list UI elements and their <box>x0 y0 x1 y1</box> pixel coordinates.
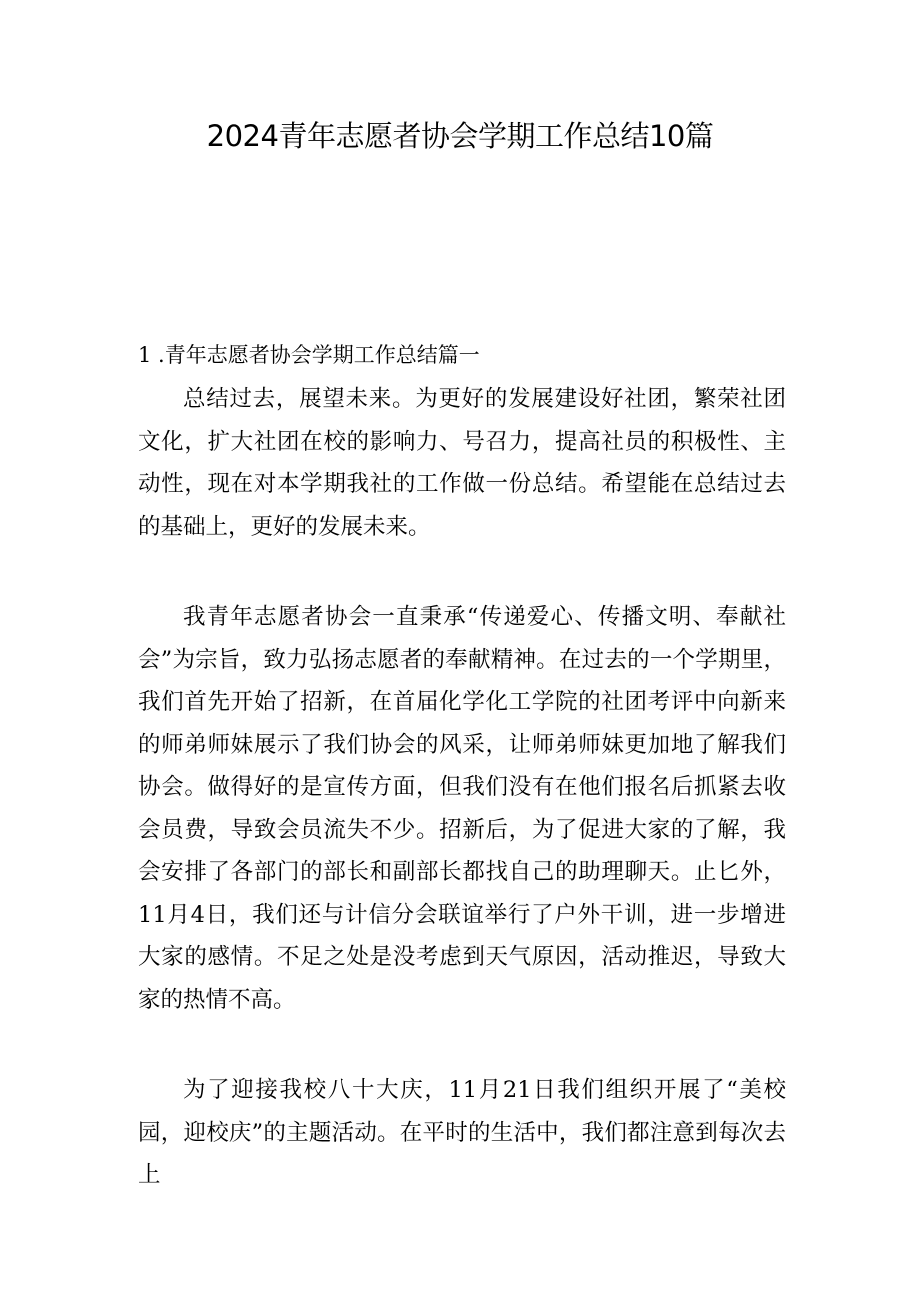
document-body <box>138 338 786 1197</box>
document-title: 2024青年志愿者协会学期工作总结10篇 <box>206 119 714 153</box>
paragraph-spacer <box>138 1021 786 1069</box>
paragraph-2: 我青年志愿者协会一直秉承“传递爱心、传播文明、奉献社会”为宗旨，致力弘扬志愿者的奉献精神。在过去的一个学期里，我们首先开始了招新，在首届化学化工学院的社团考评中向新来的师弟师妹展示了我们协会的风采，让师弟师妹更加地了解我们协会。做得好的是宣传方面，但我们没有在他们报名后抓紧去收会员费，导致会员流失不少。招新后，为了促进大家的了解，我会安排了各部门的部长和副部长都找自己的助理聊天。止匕外，11月4日，我们还与计信分会联谊举行了户外干训，进一步增进大家的感情。不足之处是没考虑到天气原因，活动推迟，导致大家的热情不高。 <box>138 604 786 1013</box>
paragraph-spacer <box>138 548 786 596</box>
section-heading: 1 .青年志愿者协会学期工作总结篇一 <box>138 343 480 367</box>
paragraph-1: 总结过去，展望未来。为更好的发展建设好社团，繁荣社团文化，扩大社团在校的影响力、号召力，提高社员的积极性、主动性，现在对本学期我社的工作做一份总结。希望能在总结过去的基础上，更好的发展未来。 <box>138 386 786 540</box>
paragraph-3: 为了迎接我校八十大庆，11月21日我们组织开展了“美校园，迎校庆”的主题活动。在平时的生活中，我们都注意到每次去上 <box>138 1077 786 1188</box>
